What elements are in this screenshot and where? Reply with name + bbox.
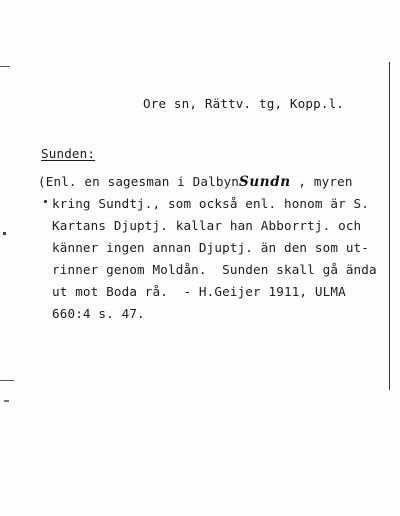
card-edge-mark — [0, 66, 10, 67]
entry-line-1 — [38, 176, 353, 190]
entry-line-1-start: (Enl. en sagesman i Dalbyn — [38, 174, 240, 189]
margin-dot — [44, 200, 47, 203]
entry-line-1-end: , myren — [298, 174, 353, 189]
entry-line-2: kring Sundtj., som också enl. honom är S. — [52, 196, 370, 211]
card-edge-mark — [0, 380, 14, 381]
entry-line-5: rinner genom Moldån. Sunden skall gå ända — [52, 262, 377, 277]
entry-title: Sunden: — [41, 146, 96, 161]
card-edge-line — [389, 62, 390, 390]
entry-line-4: känner ingen annan Djuptj. än den som ut- — [52, 240, 370, 255]
handwritten-pronunciation: Sundn — [239, 174, 291, 190]
card-edge-mark — [4, 400, 9, 402]
card-edge-mark — [3, 232, 6, 235]
entry-line-6: ut mot Boda rå. - H.Geijer 1911, ULMA — [52, 284, 346, 299]
entry-line-7: 660:4 s. 47. — [52, 306, 145, 321]
card-header: Ore sn, Rättv. tg, Kopp.l. — [143, 96, 345, 111]
entry-line-3: Kartans Djuptj. kallar han Abborrtj. och — [52, 218, 362, 233]
